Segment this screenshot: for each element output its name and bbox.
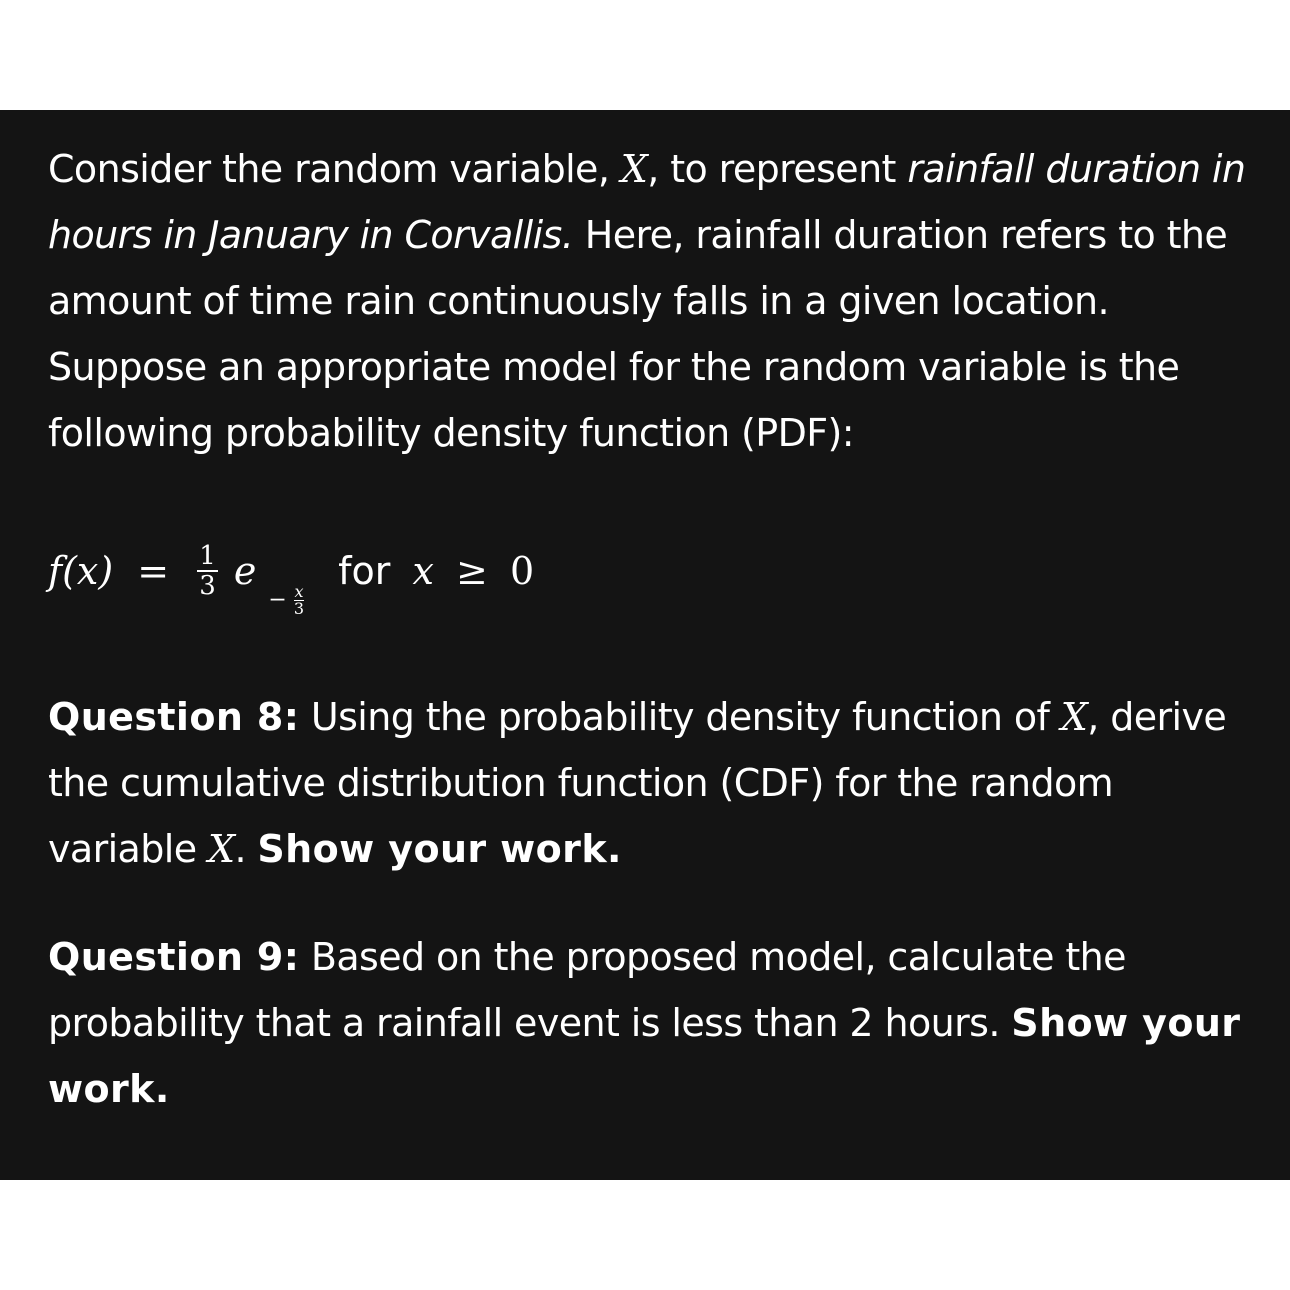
coefficient-numerator: 1 [199,540,216,571]
intro-text-1: Consider the random variable, [48,147,621,191]
pdf-formula [48,508,1260,628]
formula-equals: = [137,548,170,593]
question-9 [48,924,1260,1122]
question-8 [48,684,1260,882]
exponent-numerator: x [294,582,304,601]
question-panel [0,110,1290,1180]
question-8-label: Question 8: [48,695,300,739]
intro-italic-text: rainfall duration in hours in January in Corvallis. [48,147,1246,257]
condition-operator: ≥ [456,548,488,593]
question-8-text-1: Using the probability density function of [299,695,1061,739]
intro-text-3: Here, rainfall duration refers to the amount of time rain continuously falls in a given location. Suppose an appropriate model for the random variable is the following probability density function (PDF): [48,213,1228,455]
intro-text-2: , to represent [647,147,908,191]
formula-for-text: for [338,548,391,593]
question-9-text-1: Based on the proposed model, calculate the probability that a rainfall event is less than 2 hours. [48,935,1126,1045]
exponent-fraction [294,584,304,617]
condition-variable: x [412,548,434,593]
question-9-show-work: Show your work. [48,1001,1241,1111]
formula-lhs: f(x) [48,548,114,593]
question-8-variable-2: X [207,827,235,871]
question-8-text-2: , derive the cumulative distribution function (CDF) for the random variable [48,695,1227,871]
formula-base-e: e [233,548,257,593]
question-8-text-3: . [234,827,258,871]
formula-coefficient [197,542,218,600]
question-8-show-work: Show your work. [257,827,622,871]
exponent-denominator: 3 [293,599,305,618]
exponent-sign: − [268,587,287,613]
question-9-label: Question 9: [48,935,300,979]
question-8-variable-1: X [1060,695,1088,739]
condition-value: 0 [509,548,535,593]
formula-exponent [268,584,304,617]
intro-paragraph [48,136,1260,466]
random-variable-x: X [620,147,648,191]
coefficient-denominator: 3 [199,570,216,601]
